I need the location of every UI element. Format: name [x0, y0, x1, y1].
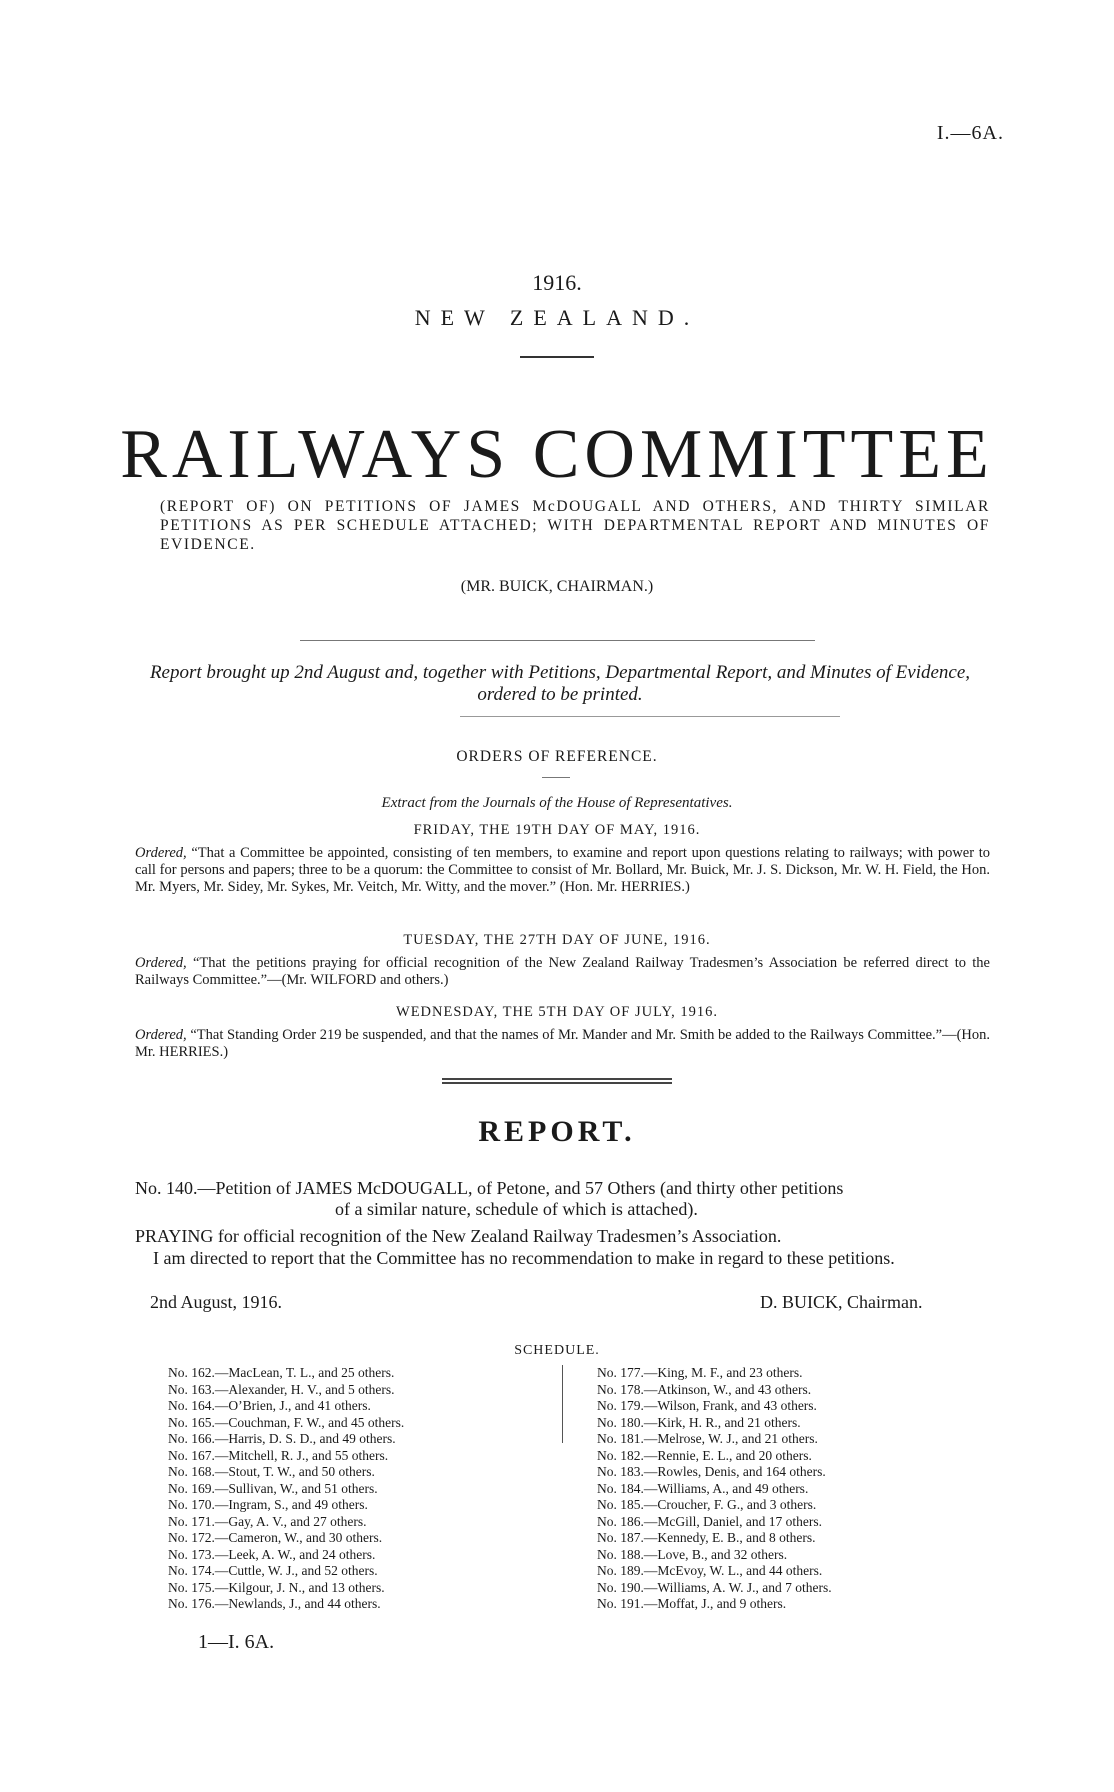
report-signature: D. BUICK, Chairman.: [760, 1292, 923, 1312]
ordered-label: Ordered,: [135, 955, 187, 971]
directed-paragraph: I am directed to report that the Committee has no recommendation to make in regard to these petitions.: [153, 1248, 895, 1268]
list-item: No. 178.—Atkinson, W., and 43 others.: [597, 1381, 812, 1397]
list-item: No. 162.—MacLean, T. L., and 25 others.: [168, 1365, 395, 1380]
list-item: No. 174.—Cuttle, W. J., and 52 others.: [168, 1563, 378, 1578]
orders-heading: ORDERS OF REFERENCE.: [456, 748, 658, 765]
list-item: No. 189.—McEvoy, W. L., and 44 others.: [597, 1563, 823, 1578]
page-footer: 1—I. 6A.: [198, 1631, 275, 1653]
order-paragraph: [135, 845, 990, 896]
list-item: No. 165.—Couchman, F. W., and 45 others.: [168, 1414, 405, 1430]
country: NEW ZEALAND.: [414, 305, 700, 330]
list-item: No. 170.—Ingram, S., and 49 others.: [168, 1497, 368, 1512]
list-item: No. 179.—Wilson, Frank, and 43 others.: [597, 1398, 817, 1413]
ordered-label: Ordered,: [135, 1027, 187, 1043]
ordered-label: Ordered,: [135, 845, 187, 861]
list-item: No. 185.—Croucher, F. G., and 3 others.: [597, 1497, 817, 1512]
petition-line: No. 140.—Petition of JAMES McDOUGALL, of Petone, and 57 Others (and thirty other petitions: [135, 1178, 844, 1198]
year: 1916.: [532, 270, 582, 295]
schedule-left-column: [168, 1365, 558, 1613]
list-item: No. 187.—Kennedy, E. B., and 8 others.: [597, 1530, 816, 1545]
list-item: No. 184.—Williams, A., and 49 others.: [597, 1480, 809, 1496]
order-text: “That the petitions praying for official recognition of the New Zealand Railway Tradesmen’s Association be referred direct to the Railways Committee.”—(Mr. WILFORD and others.): [135, 955, 990, 988]
list-item: No. 175.—Kilgour, J. N., and 13 others.: [168, 1579, 385, 1595]
petition-line-continued: of a similar nature, schedule of which is attached).: [335, 1199, 698, 1219]
order-text: “That Standing Order 219 be suspended, and that the names of Mr. Mander and Mr. Smith be added to the Railways Committee.”—(Hon. Mr. HERRIES.): [135, 1027, 990, 1060]
praying-line: PRAYING for official recognition of the New Zealand Railway Tradesmen’s Association.: [135, 1226, 782, 1246]
list-item: No. 173.—Leek, A. W., and 24 others.: [168, 1546, 376, 1562]
order-day-heading: FRIDAY, THE 19TH DAY OF MAY, 1916.: [413, 822, 701, 838]
list-item: No. 166.—Harris, D. S. D., and 49 others.: [168, 1431, 396, 1446]
list-item: No. 181.—Melrose, W. J., and 21 others.: [597, 1431, 818, 1446]
report-date: 2nd August, 1916.: [150, 1292, 283, 1312]
list-item: No. 163.—Alexander, H. V., and 5 others.: [168, 1381, 395, 1397]
list-item: No. 191.—Moffat, J., and 9 others.: [597, 1596, 787, 1611]
divider: [460, 716, 840, 717]
list-item: No. 177.—King, M. F., and 23 others.: [597, 1365, 803, 1380]
list-item: No. 183.—Rowles, Denis, and 164 others.: [597, 1464, 826, 1479]
list-item: No. 190.—Williams, A. W. J., and 7 others.: [597, 1579, 832, 1595]
order-text: “That a Committee be appointed, consisting of ten members, to examine and report upon questions relating to railways; with power to call for persons and papers; three to be a quorum: the Committee to consist of Mr. Bollard, Mr. Buick, Mr. J. S. Dickson, Mr. W. H. Field, the Hon. Mr. Myers, Mr. Sidey, Mr. Sykes, Mr. Veitch, Mr. Witty, and the mover.” (Hon. Mr. HERRIES.): [135, 845, 990, 895]
page-reference: I.—6A.: [936, 122, 1004, 144]
list-item: No. 167.—Mitchell, R. J., and 55 others.: [168, 1447, 389, 1463]
list-item: No. 188.—Love, B., and 32 others.: [597, 1546, 788, 1562]
order-day-heading: WEDNESDAY, THE 5TH DAY OF JULY, 1916.: [396, 1004, 718, 1020]
schedule-heading: SCHEDULE.: [514, 1343, 600, 1358]
divider: [542, 777, 570, 778]
list-item: No. 176.—Newlands, J., and 44 others.: [168, 1596, 381, 1611]
extract-line: Extract from the Journals of the House of Representatives.: [381, 795, 733, 811]
list-item: No. 172.—Cameron, W., and 30 others.: [168, 1530, 383, 1545]
brought-up-note: Report brought up 2nd August and, together with Petitions, Departmental Report, and Minutes of Evidence, ordered to be printed.: [149, 662, 971, 705]
divider: [300, 640, 815, 641]
double-divider: [442, 1078, 672, 1084]
order-day-heading: TUESDAY, THE 27TH DAY OF JUNE, 1916.: [403, 932, 711, 948]
list-item: No. 182.—Rennie, E. L., and 20 others.: [597, 1447, 812, 1463]
list-item: No. 164.—O’Brien, J., and 41 others.: [168, 1398, 371, 1413]
list-item: No. 171.—Gay, A. V., and 27 others.: [168, 1513, 367, 1529]
divider: [520, 356, 594, 358]
document-subtitle: (REPORT OF) ON PETITIONS OF JAMES McDOUGALL AND OTHERS, AND THIRTY SIMILAR PETITIONS AS PER SCHEDULE ATTACHED; WITH DEPARTMENTAL REPORT AND MINUTES OF EVIDENCE.: [160, 498, 990, 553]
schedule-right-column: [597, 1365, 997, 1613]
order-paragraph: [135, 1027, 990, 1061]
list-item: No. 186.—McGill, Daniel, and 17 others.: [597, 1513, 822, 1529]
order-paragraph: [135, 955, 990, 989]
report-heading: REPORT.: [478, 1115, 636, 1148]
list-item: No. 168.—Stout, T. W., and 50 others.: [168, 1464, 375, 1479]
chairman-line: (MR. BUICK, CHAIRMAN.): [460, 578, 654, 595]
list-item: No. 180.—Kirk, H. R., and 21 others.: [597, 1414, 801, 1430]
list-item: No. 169.—Sullivan, W., and 51 others.: [168, 1480, 378, 1496]
schedule-column-divider: [562, 1365, 563, 1443]
document-title: RAILWAYS COMMITTEE: [120, 416, 994, 493]
